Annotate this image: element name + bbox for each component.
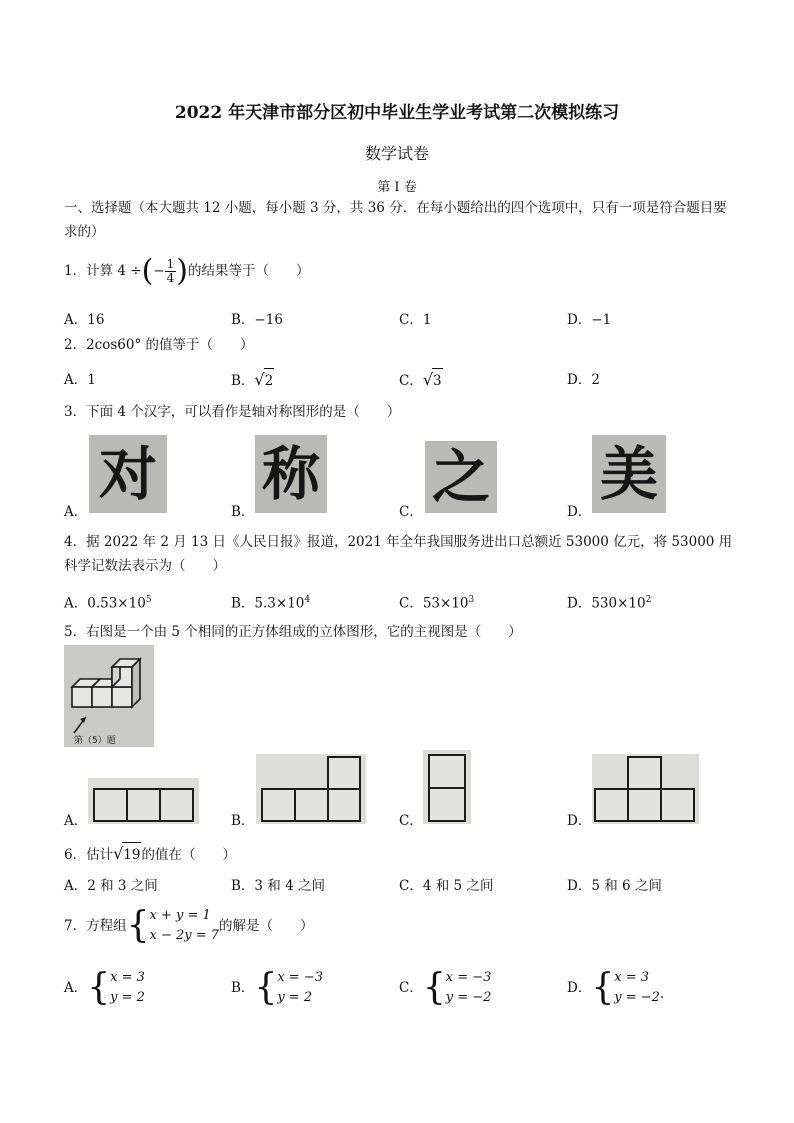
q4-option-d-exp: 2: [645, 595, 652, 605]
q2-option-d: D．2: [567, 372, 600, 388]
q4-option-b-exp: 4: [304, 595, 311, 605]
q3-label-c: C．: [399, 504, 423, 520]
q4-option-c-label: C．: [399, 595, 423, 612]
q4-option-a-label: A．: [64, 595, 88, 612]
q7-option-c-system: [446, 968, 492, 1008]
q5-cubes-drawing: [64, 645, 154, 747]
q3-image-d: [592, 435, 666, 513]
sqrt-symbol: √: [422, 370, 434, 389]
q4-option-a: [64, 588, 152, 616]
q5-view-d-cell: [627, 788, 662, 822]
q3-char-c: 之: [431, 443, 490, 511]
q5-figure: [64, 645, 154, 747]
q3-char-b: 称: [261, 440, 320, 508]
q2-option-b-label: B．: [231, 373, 255, 389]
q5-view-d-cell: [594, 788, 629, 822]
q5-view-b: [256, 754, 366, 824]
q7-option-d: [567, 966, 664, 1010]
q5-view-a: [88, 778, 199, 824]
q1-post: 的结果等于（ ）: [187, 263, 310, 279]
q3-label-a: A．: [64, 504, 88, 520]
volume-label: 第 I 卷: [377, 180, 417, 195]
q7-option-b-brace: {: [254, 967, 278, 1008]
q1-option-b: B．−16: [231, 312, 283, 328]
q7-option-c: [399, 966, 491, 1010]
q4-option-d-base: 530×10: [591, 595, 646, 612]
q5-view-c-cell: [428, 787, 466, 822]
q4-option-a-base: 0.53×10: [87, 595, 146, 612]
q1-option-d: D．−1: [567, 312, 612, 328]
q3-image-c: [425, 441, 497, 513]
q5-view-a-cell: [159, 788, 194, 822]
q1-option-c: C．1: [399, 312, 432, 328]
q7-eq2: x − 2y = 7: [149, 928, 220, 943]
q1-den: 4: [166, 271, 175, 285]
q5-label-c: C．: [399, 813, 423, 829]
q7-option-c-brace: {: [422, 967, 446, 1008]
q7-post: 的解是（ ）: [219, 918, 314, 934]
q7-option-a-brace: {: [87, 967, 111, 1008]
q3-stem: 3．下面 4 个汉字，可以看作是轴对称图形的是（ ）: [64, 404, 401, 420]
q7-eq1: x + y = 1: [149, 908, 211, 923]
q6-stem: [64, 842, 236, 867]
q6-pre: 6．估计: [64, 847, 114, 863]
q7-option-a-system: [110, 968, 145, 1008]
q4-option-c-base: 53×10: [422, 595, 469, 612]
q5-figure-caption: 第（5）题: [74, 736, 116, 746]
q4-option-b-base: 5.3×10: [254, 595, 305, 612]
q3-image-a: [89, 435, 167, 513]
q5-view-d: [592, 754, 699, 824]
q7-option-b-line1: x = −3: [277, 970, 323, 985]
q7-stem: [64, 904, 314, 948]
q5-view-d-cell: [627, 756, 662, 790]
q1-pre: 1．计算 4 ÷: [64, 263, 142, 279]
q7-option-c-label: C．: [399, 980, 423, 996]
q2-option-b-radicand: 2: [264, 368, 275, 393]
q4-option-a-exp: 5: [145, 595, 152, 605]
q4-option-b-label: B．: [231, 595, 255, 612]
q1-option-a: A．16: [64, 312, 105, 328]
q7-option-d-system: [614, 968, 660, 1008]
q6-option-c: C．4 和 5 之间: [399, 878, 494, 894]
q7-option-b-line2: y = 2: [277, 990, 313, 1005]
q3-image-b: [255, 435, 327, 513]
q1-lparen: (: [141, 253, 154, 289]
sqrt-symbol: √: [113, 844, 124, 863]
section-intro: 一、选择题（本大题共 12 小题，每小题 3 分，共 36 分．在每小题给出的四个选项中，只有一项是符合题目要求的）: [64, 200, 727, 240]
q5-view-a-cell: [93, 788, 128, 822]
q5-view-d-cell: [660, 788, 695, 822]
q5-view-c: [423, 750, 471, 824]
q5-view-b-cell: [294, 788, 329, 822]
q4-stem: 4．据 2022 年 2 月 13 日《人民日报》报道，2021 年全年我国服务进出口总额近 53000 亿元，将 53000 用科学记数法表示为（ ）: [64, 534, 733, 574]
sqrt-symbol: √: [254, 370, 265, 389]
q7-option-a-line2: y = 2: [110, 990, 145, 1005]
q5-view-b-cell: [261, 788, 296, 822]
q6-option-a: A．2 和 3 之间: [64, 878, 158, 894]
q4-option-b: [231, 588, 310, 616]
q7-option-c-line1: x = −3: [445, 970, 492, 985]
q2-option-b: [231, 368, 274, 393]
q7-option-c-line2: y = −2: [445, 990, 492, 1005]
q2-option-c-label: C．: [399, 373, 423, 389]
subject-title: 数学试卷: [364, 144, 429, 163]
q4-option-d-label: D．: [567, 595, 592, 612]
q7-option-a-line1: x = 3: [110, 970, 145, 985]
q1-neg: −: [153, 263, 165, 279]
q5-label-b: B．: [231, 813, 255, 829]
q7-option-d-line2: y = −2: [614, 990, 660, 1005]
q4-option-d: [567, 588, 651, 616]
q2-option-c-radicand: 3: [432, 368, 443, 393]
q7-option-b: [231, 966, 323, 1010]
q1-rparen: ): [176, 253, 188, 289]
q7-option-b-label: B．: [231, 980, 255, 996]
q7-option-b-system: [277, 968, 323, 1008]
q5-label-a: A．: [64, 813, 88, 829]
q4-option-c: [399, 588, 474, 616]
q7-brace: {: [126, 905, 150, 946]
q1-fraction: [165, 258, 177, 285]
q7-option-d-period: .: [659, 986, 665, 1002]
q7-pre: 7．方程组: [64, 918, 127, 934]
q3-label-b: B．: [231, 504, 255, 520]
q2-stem: 2．2cos60° 的值等于（ ）: [64, 337, 254, 353]
q6-option-d: D．5 和 6 之间: [567, 878, 662, 894]
q1-num: 1: [166, 257, 175, 271]
q5-view-c-cell: [428, 754, 466, 789]
q2-option-a: A．1: [64, 372, 96, 388]
q3-char-d: 美: [599, 440, 658, 508]
q7-option-d-brace: {: [591, 967, 615, 1008]
q6-radicand: 19: [122, 842, 141, 867]
q2-option-c: [399, 368, 443, 393]
q7-option-d-line1: x = 3: [614, 970, 649, 985]
q3-char-a: 对: [98, 440, 157, 508]
q5-stem: 5．右图是一个由 5 个相同的正方体组成的立体图形，它的主视图是（ ）: [64, 624, 522, 640]
q6-option-b: B．3 和 4 之间: [231, 878, 325, 894]
q5-view-a-cell: [126, 788, 161, 822]
q5-view-b-cell: [327, 756, 361, 790]
q7-option-a: [64, 966, 145, 1010]
q5-label-d: D．: [567, 813, 592, 829]
q6-post: 的值在（ ）: [141, 847, 236, 863]
q5-view-b-cell: [327, 788, 361, 822]
exam-title: 2022 年天津市部分区初中毕业生学业考试第二次模拟练习: [174, 103, 620, 123]
q7-option-a-label: A．: [64, 980, 88, 996]
q3-label-d: D．: [567, 504, 592, 520]
q7-system: [150, 906, 220, 946]
q7-option-d-label: D．: [567, 980, 592, 996]
q1-stem: [64, 253, 310, 289]
q4-option-c-exp: 3: [468, 595, 475, 605]
